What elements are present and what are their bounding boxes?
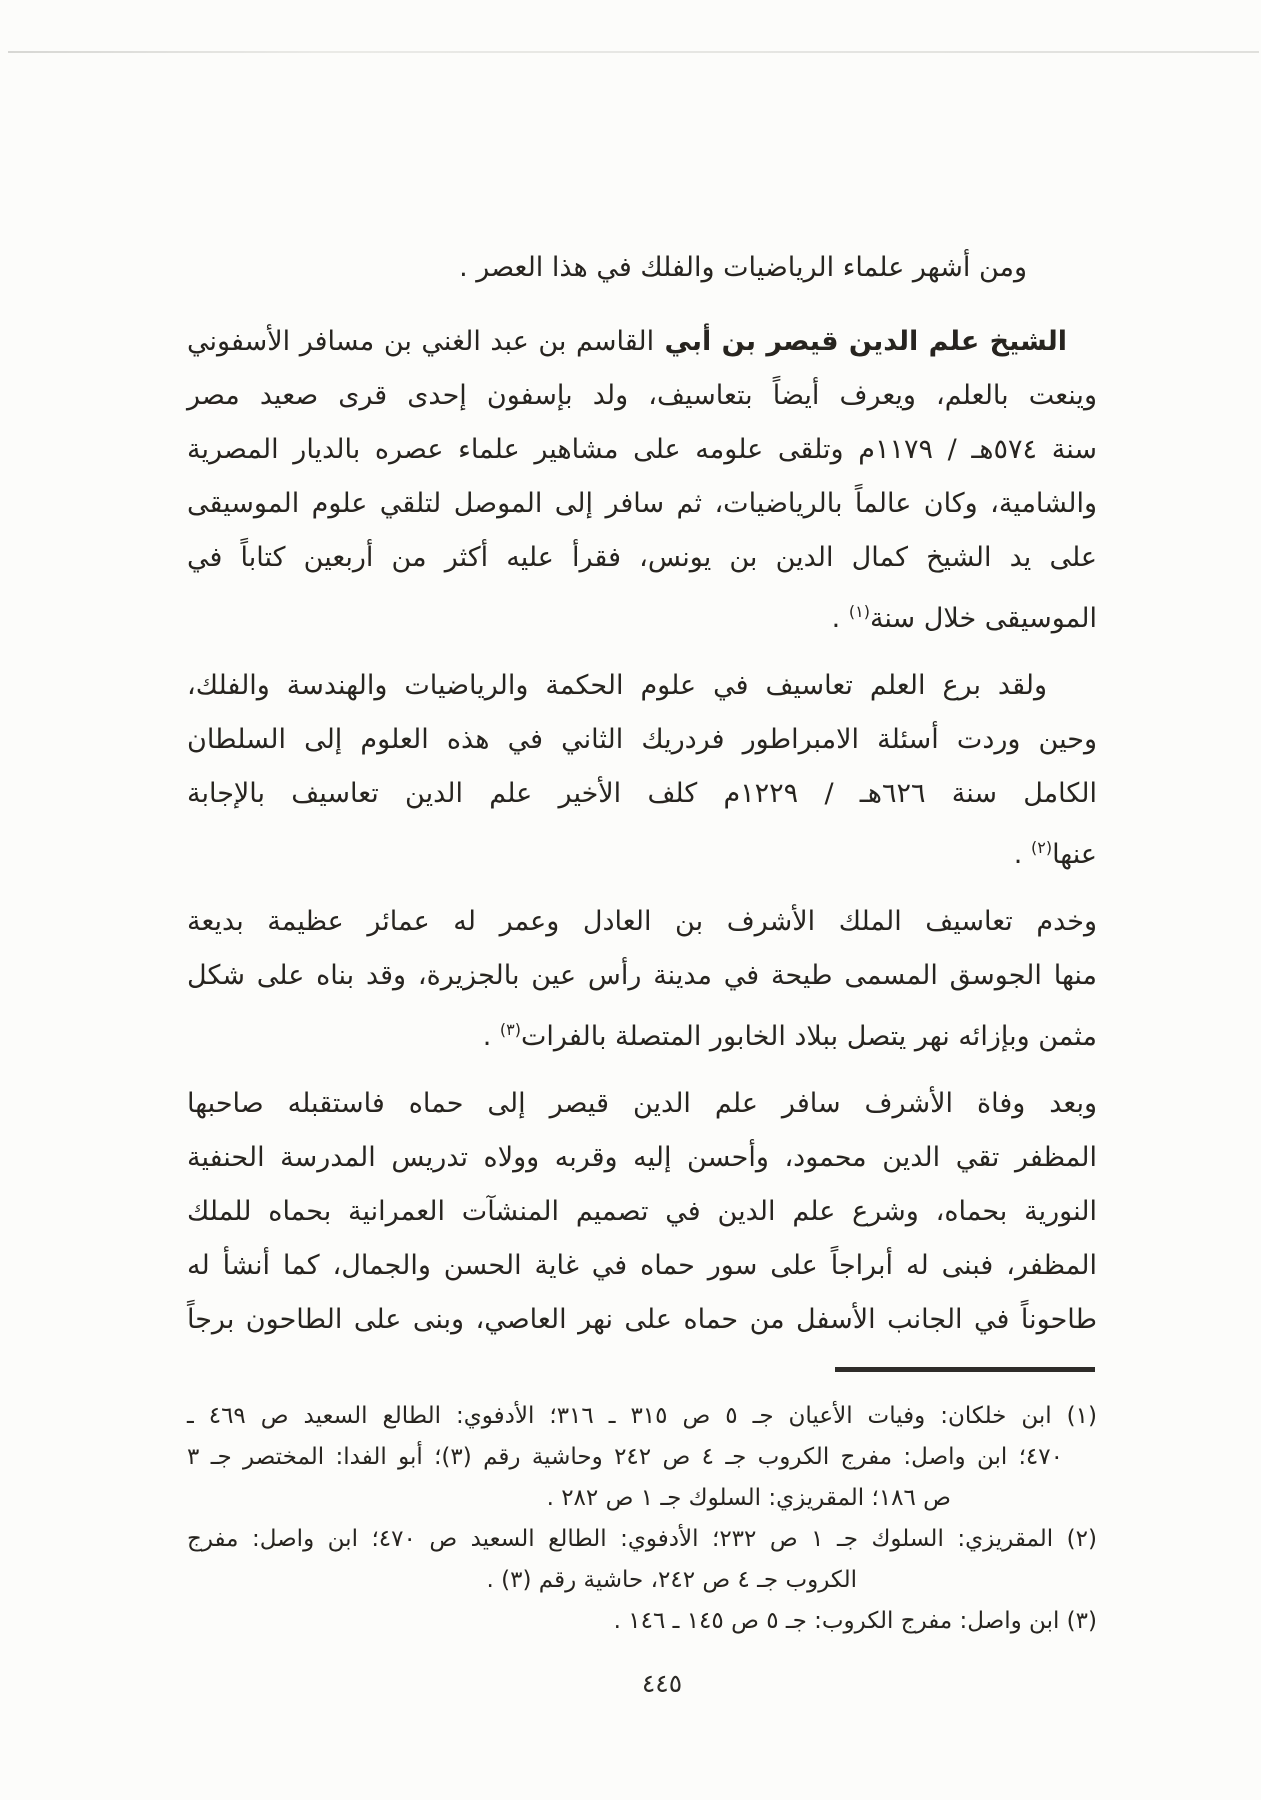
- body-text: [187, 241, 1097, 1347]
- body-line: منها الجوسق المسمى طيحة في مدينة رأس عين بالجزيرة، وقد بناه على شكل: [187, 960, 1097, 991]
- scan-artifact-line: [8, 51, 1259, 53]
- footnote-line: (٢) المقريزي: السلوك جـ ١ ص ٢٣٢؛ الأدفوي: الطالع السعيد ص ٤٧٠؛ ابن واصل: مفرج: [187, 1526, 1097, 1552]
- footnote-ref: (٢): [1030, 838, 1053, 857]
- body-line: وحين وردت أسئلة الامبراطور فردريك الثاني في هذه العلوم إلى السلطان: [187, 724, 1097, 755]
- body-paragraph: [187, 1077, 1097, 1347]
- body-line: عنها$^{(٢)}$ .: [1013, 838, 1097, 870]
- body-paragraph: [187, 241, 1097, 295]
- body-line: الموسيقى خلال سنة$^{(١)}$ .: [831, 602, 1097, 634]
- footnote: [187, 1396, 1097, 1519]
- body-line: النورية بحماه، وشرع علم الدين في تصميم المنشآت العمرانية بحماه للملك: [187, 1196, 1097, 1227]
- footnote-line: ص ١٨٦؛ المقريزي: السلوك جـ ١ ص ٢٨٢ .: [546, 1485, 951, 1511]
- body-line: والشامية، وكان عالماً بالرياضيات، ثم سافر إلى الموصل لتلقي علوم الموسيقى: [187, 488, 1097, 519]
- body-line: المظفر، فبنى له أبراجاً على سور حماه في غاية الحسن والجمال، كما أنشأ له: [187, 1250, 1097, 1281]
- footnote-separator: [835, 1367, 1095, 1372]
- body-line: الكامل سنة ٦٢٦هـ / ١٢٢٩م كلف الأخير علم الدين تعاسيف بالإجابة: [187, 778, 1098, 809]
- body-line: وخدم تعاسيف الملك الأشرف بن العادل وعمر له عمائر عظيمة بديعة: [187, 906, 1097, 937]
- body-line: سنة ٥٧٤هـ / ١١٧٩م وتلقى علومه على مشاهير علماء عصره بالديار المصرية: [187, 434, 1097, 465]
- body-line: مثمن وبإزائه نهر يتصل ببلاد الخابور المتصلة بالفرات$^{(٣)}$ .: [482, 1020, 1097, 1052]
- body-paragraph: [187, 895, 1097, 1057]
- footnote-ref: (٣): [499, 1020, 522, 1039]
- body-paragraph: [187, 659, 1097, 875]
- body-line: الشيخ علم الدين قيصر بن أبي القاسم بن عبد الغني بن مسافر الأسفوني: [187, 326, 1067, 357]
- body-line: على يد الشيخ كمال الدين بن يونس، فقرأ عليه أكثر من أربعين كتاباً في: [187, 542, 1097, 573]
- body-line: وينعت بالعلم، ويعرف أيضاً بتعاسيف، ولد بإسفون إحدى قرى صعيد مصر: [187, 380, 1097, 411]
- body-line: وبعد وفاة الأشرف سافر علم الدين قيصر إلى حماه فاستقبله صاحبها: [187, 1088, 1097, 1119]
- footnote: [187, 1601, 1097, 1642]
- page-number: ٤٤٥: [641, 1669, 683, 1698]
- body-line: المظفر تقي الدين محمود، وأحسن إليه وقربه وولاه تدريس المدرسة الحنفية: [187, 1142, 1097, 1173]
- body-line: ومن أشهر علماء الرياضيات والفلك في هذا العصر .: [459, 252, 1027, 283]
- body-line: ولقد برع العلم تعاسيف في علوم الحكمة والرياضيات والهندسة والفلك،: [187, 670, 1047, 701]
- body-line: طاحوناً في الجانب الأسفل من حماه على نهر العاصي، وبنى على الطاحون برجاً: [187, 1304, 1097, 1335]
- footnote-line: الكروب جـ ٤ ص ٢٤٢، حاشية رقم (٣) .: [486, 1567, 857, 1593]
- footnotes: [187, 1396, 1097, 1642]
- footnote: [187, 1519, 1097, 1601]
- footnote-line: (٣) ابن واصل: مفرج الكروب: جـ ٥ ص ١٤٥ ـ ١٤٦ .: [613, 1608, 1097, 1634]
- footnote-line: ٤٧٠؛ ابن واصل: مفرج الكروب جـ ٤ ص ٢٤٢ وحاشية رقم (٣)؛ أبو الفدا: المختصر جـ ٣: [187, 1444, 1063, 1470]
- footnote-line: (١) ابن خلكان: وفيات الأعيان جـ ٥ ص ٣١٥ ـ ٣١٦؛ الأدفوي: الطالع السعيد ص ٤٦٩ ـ: [187, 1403, 1097, 1429]
- text-block: [187, 241, 1097, 1642]
- footnote-ref: (١): [848, 602, 870, 621]
- body-paragraph: [187, 315, 1097, 639]
